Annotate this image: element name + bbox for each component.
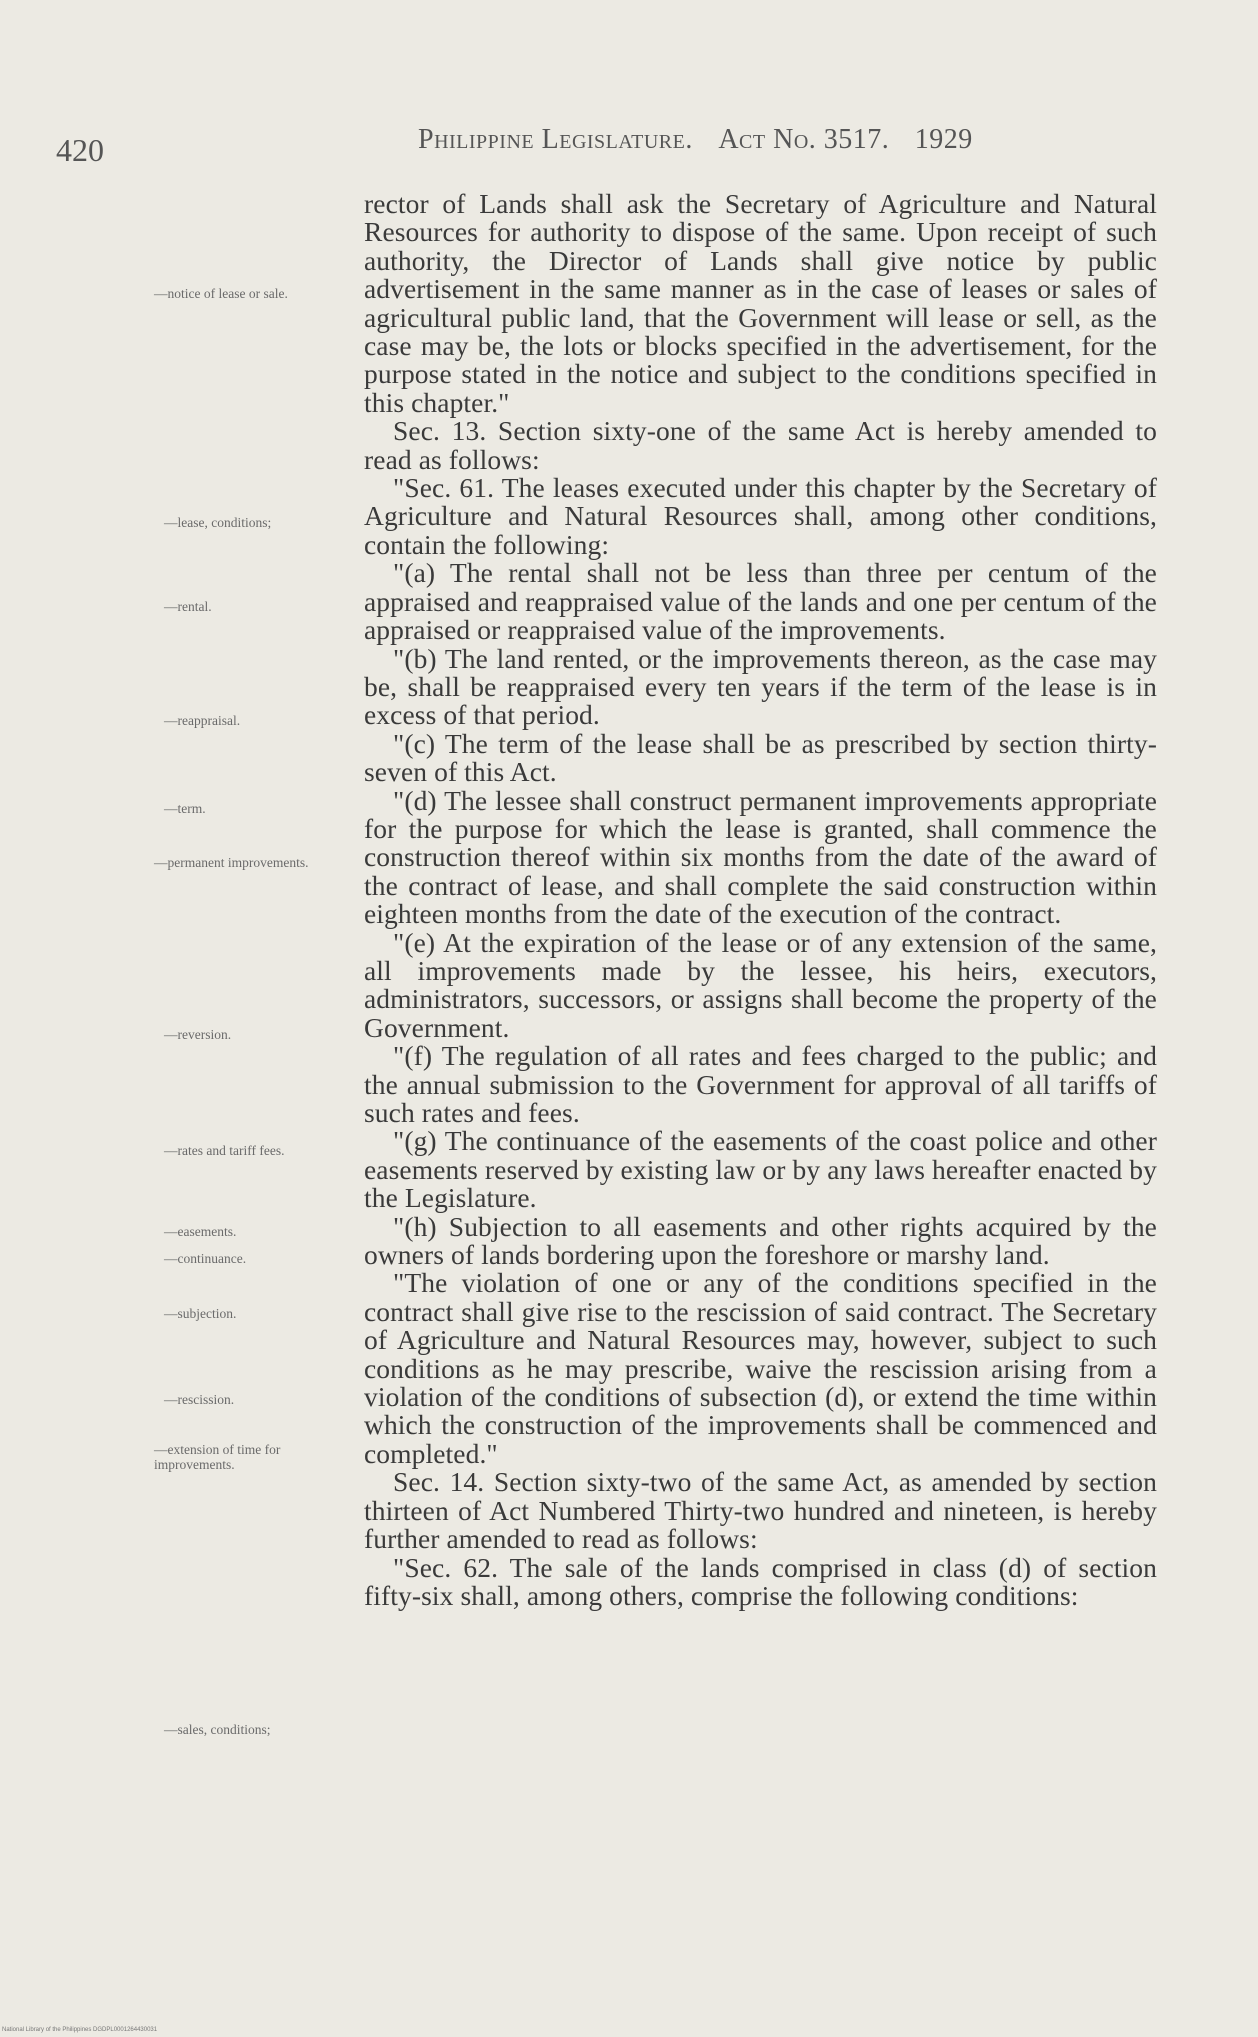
scan-footer: National Library of the Philippines DGDPL0001264430031 <box>2 2027 158 2033</box>
paragraph: Sec. 13. Section sixty-one of the same Act is hereby amended to read as follows: <box>364 415 1157 475</box>
side-note: —extension of time for improvements. <box>154 1442 281 1472</box>
running-head-act: Act No. 3517. <box>718 124 890 155</box>
side-note: —continuance. <box>164 1251 247 1266</box>
paragraph: "(a) The rental shall not be less than three per centum of the appraised and reappraised value of the lands and one per centum of the appraised or reappraised value of the improvements. <box>364 557 1157 646</box>
side-note: —permanent improvements. <box>154 855 309 870</box>
paragraph: "Sec. 61. The leases executed under this chapter by the Secretary of Agriculture and Natural Resources shall, among other conditions, contain the following: <box>364 472 1157 560</box>
side-note: —reappraisal. <box>164 713 241 728</box>
side-note: —term. <box>164 801 206 816</box>
paragraph: "The violation of one or any of the conditions specified in the contract shall give rise to the rescission of said contract. The Secretary of Agriculture and Natural Resources may, however, subject to such conditions as he may prescribe, waive the rescission arising from a violation of the conditions of subsection (d), or extend the time within which the construction of the improvements shall be commenced and completed." <box>364 1267 1157 1469</box>
side-note: —notice of lease or sale. <box>154 286 288 301</box>
paragraph: "(e) At the expiration of the lease or of any extension of the same, all improvements made by the lessee, his heirs, executors, administrators, successors, or assigns shall become the property of the Government. <box>364 926 1157 1043</box>
paragraph: rector of Lands shall ask the Secretary of Agriculture and Natural Resources for authority to dispose of the same. Upon receipt of such authority, the Director of Lands shall give notice by public advertisement in the same manner as in the case of leases or sales of agricultural public land, that the Government will lease or sell, as the case may be, the lots or blocks specified in the advertisement, for the purpose stated in the notice and subject to the conditions specified in this chapter." <box>364 188 1157 418</box>
side-note: —sales, conditions; <box>164 1722 271 1737</box>
paragraph: "(d) The lessee shall construct permanent improvements appropriate for the purpose for which the lease is granted, shall commence the construction thereof within six months from the date of the award of the contract of lease, and shall complete the said construction within eighteen months from the date of the execution of the contract. <box>364 784 1157 930</box>
page-number: 420 <box>56 132 104 168</box>
paragraph: "(h) Subjection to all easements and other rights acquired by the owners of lands bordering upon the foreshore or marshy land. <box>364 1210 1157 1271</box>
paragraph: Sec. 14. Section sixty-two of the same Act, as amended by section thirteen of Act Numbered Thirty-two hundred and nineteen, is hereby further amended to read as follows: <box>364 1466 1157 1555</box>
running-head-year: 1929 <box>914 124 973 155</box>
side-note: —subjection. <box>164 1306 237 1321</box>
side-note: —rental. <box>164 599 212 614</box>
paragraph: "(f) The regulation of all rates and fees charged to the public; and the annual submission to the Government for approval of all tariffs of such rates and fees. <box>364 1040 1157 1128</box>
running-head-title: Philippine Legislature. <box>418 124 693 155</box>
side-note: —lease, conditions; <box>164 515 272 530</box>
side-note: —rates and tariff fees. <box>164 1143 285 1158</box>
paragraph: "(g) The continuance of the easements of the coast police and other easements reserved by existing law or by any laws hereafter enacted by the Legislature. <box>364 1125 1157 1214</box>
paragraph: "(c) The term of the lease shall be as prescribed by section thirty-seven of this Act. <box>364 727 1157 788</box>
side-note: —reversion. <box>164 1027 232 1042</box>
running-head <box>418 124 1083 156</box>
statute-body <box>364 190 1157 1610</box>
paragraph: "Sec. 62. The sale of the lands comprised in class (d) of section fifty-six shall, among others, comprise the following conditions: <box>364 1551 1157 1611</box>
paragraph: "(b) The land rented, or the improvements thereon, as the case may be, shall be reappraised every ten years if the term of the lease is in excess of that period. <box>364 642 1157 731</box>
side-note: —easements. <box>164 1224 237 1239</box>
side-note: —rescission. <box>164 1392 235 1407</box>
